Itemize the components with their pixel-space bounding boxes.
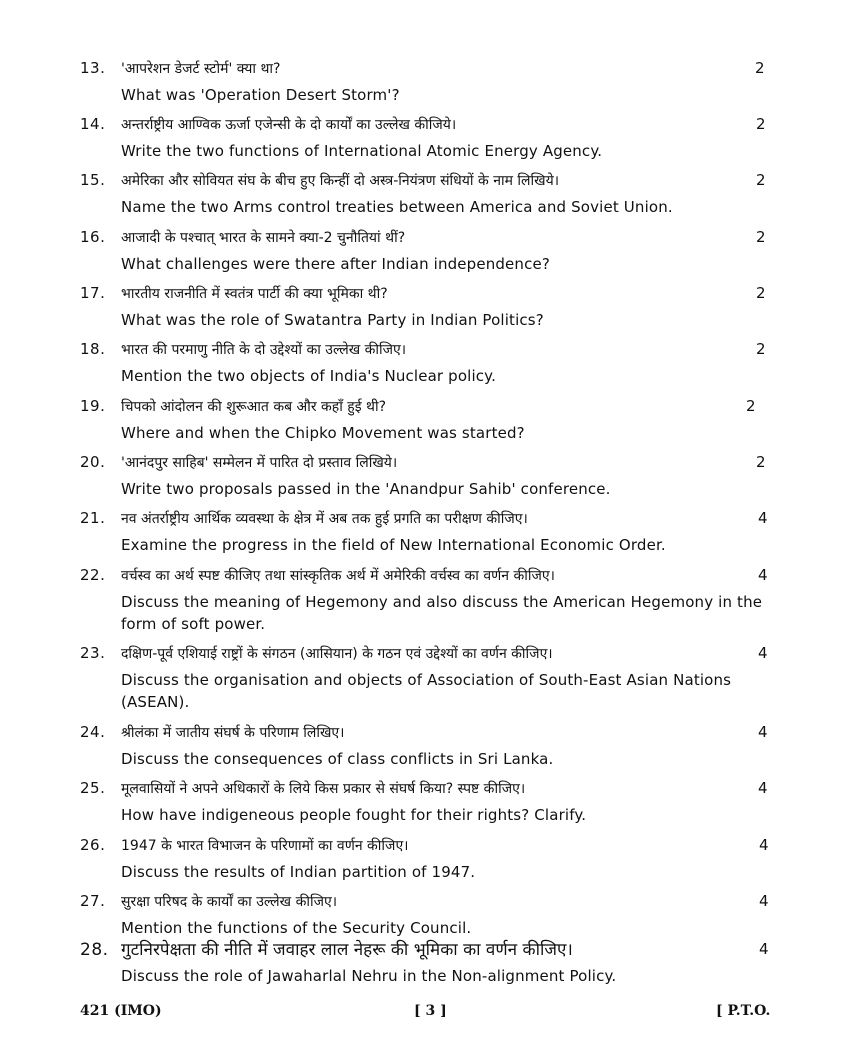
paper-code: 421 (IMO): [80, 1003, 162, 1019]
question-marks: 4: [758, 644, 768, 662]
question-number: 15.: [80, 171, 106, 189]
question-marks: 2: [756, 340, 766, 358]
question-text-english: Discuss the organisation and objects of Association of South-East Asian Nations (ASEAN).: [121, 671, 732, 711]
question-text-hindi: आजादी के पश्चात् भारत के सामने क्या-2 चुनौतियां थीं?: [121, 230, 406, 246]
question-marks: 4: [758, 509, 768, 527]
question-text-hindi: भारत की परमाणु नीति के दो उद्देश्यों का उल्लेख कीजिए।: [121, 342, 407, 358]
question-text-english: Write two proposals passed in the 'Anandpur Sahib' conference.: [121, 480, 611, 498]
question-number: 23.: [80, 644, 106, 662]
question-text-english: Discuss the meaning of Hegemony and also discuss the American Hegemony in the form of soft power.: [121, 593, 763, 633]
question-marks: 2: [746, 397, 756, 415]
question-marks: 4: [758, 566, 768, 584]
question-text-hindi: गुटनिरपेक्षता की नीति में जवाहर लाल नेहरू की भूमिका का वर्णन कीजिए।: [121, 940, 573, 960]
question-text-hindi: नव अंतर्राष्ट्रीय आर्थिक व्यवस्था के क्षेत्र में अब तक हुई प्रगति का परीक्षण कीजिए।: [121, 511, 528, 527]
question-number: 28.: [80, 940, 109, 960]
question-text-hindi: मूलवासियों ने अपने अधिकारों के लिये किस प्रकार से संघर्ष किया? स्पष्ट कीजिए।: [121, 781, 526, 797]
question-text-hindi: 1947 के भारत विभाजन के परिणामों का वर्णन कीजिए।: [121, 838, 409, 854]
question-text-hindi: अमेरिका और सोवियत संघ के बीच हुए किन्हीं दो अस्त्र-नियंत्रण संधियों के नाम लिखिये।: [121, 173, 560, 189]
question-text-english: Discuss the results of Indian partition of 1947.: [121, 863, 476, 881]
question-text-english: What was 'Operation Desert Storm'?: [121, 86, 400, 104]
question-text-hindi: वर्चस्व का अर्थ स्पष्ट कीजिए तथा सांस्कृतिक अर्थ में अमेरिकी वर्चस्व का वर्णन कीजिए।: [121, 568, 555, 584]
question-text-english: Discuss the consequences of class conflicts in Sri Lanka.: [121, 750, 554, 768]
page-number: [ 3 ]: [414, 1003, 447, 1019]
question-text-english: Where and when the Chipko Movement was started?: [121, 424, 525, 442]
question-marks: 4: [759, 836, 769, 854]
question-text-english: How have indigeneous people fought for their rights? Clarify.: [121, 806, 587, 824]
question-number: 14.: [80, 115, 106, 133]
question-text-hindi: सुरक्षा परिषद के कार्यों का उल्लेख कीजिए।: [121, 894, 338, 910]
question-text-hindi: अन्तर्राष्ट्रीय आण्विक ऊर्जा एजेन्सी के दो कार्यों का उल्लेख कीजिये।: [121, 117, 457, 133]
question-number: 17.: [80, 284, 106, 302]
question-number: 21.: [80, 509, 106, 527]
question-marks: 4: [759, 940, 769, 958]
question-text-english: Examine the progress in the field of New International Economic Order.: [121, 536, 666, 554]
question-text-english: What challenges were there after Indian independence?: [121, 255, 550, 273]
question-number: 27.: [80, 892, 106, 910]
question-text-english: Discuss the role of Jawaharlal Nehru in the Non-alignment Policy.: [121, 967, 617, 985]
question-marks: 2: [756, 453, 766, 471]
question-text-english: Mention the functions of the Security Council.: [121, 919, 472, 937]
question-marks: 4: [759, 892, 769, 910]
question-marks: 4: [758, 779, 768, 797]
question-text-hindi: भारतीय राजनीति में स्वतंत्र पार्टी की क्या भूमिका थी?: [121, 286, 388, 302]
question-text-hindi: 'आनंदपुर साहिब' सम्मेलन में पारित दो प्रस्ताव लिखिये।: [121, 455, 398, 471]
question-text-english: Write the two functions of International Atomic Energy Agency.: [121, 142, 603, 160]
question-text-english: What was the role of Swatantra Party in Indian Politics?: [121, 311, 544, 329]
question-text-hindi: 'आपरेशन डेजर्ट स्टोर्म' क्या था?: [121, 61, 281, 77]
question-text-hindi: चिपको आंदोलन की शुरूआत कब और कहाँ हुई थी?: [121, 399, 387, 415]
question-marks: 4: [758, 723, 768, 741]
question-text-hindi: श्रीलंका में जातीय संघर्ष के परिणाम लिखिए।: [121, 725, 345, 741]
question-number: 16.: [80, 228, 106, 246]
question-number: 19.: [80, 397, 106, 415]
question-number: 26.: [80, 836, 106, 854]
question-text-english: Name the two Arms control treaties between America and Soviet Union.: [121, 198, 673, 216]
question-marks: 2: [756, 115, 766, 133]
question-marks: 2: [756, 171, 766, 189]
question-number: 22.: [80, 566, 106, 584]
question-text-hindi: दक्षिण-पूर्व एशियाई राष्ट्रों के संगठन (आसियान) के गठन एवं उद्देश्यों का वर्णन कीजिए।: [121, 646, 553, 662]
question-text-english: Mention the two objects of India's Nuclear policy.: [121, 367, 496, 385]
question-marks: 2: [756, 284, 766, 302]
question-number: 25.: [80, 779, 106, 797]
question-marks: 2: [755, 59, 765, 77]
please-turn-over: [ P.T.O.: [716, 1003, 771, 1019]
question-number: 18.: [80, 340, 106, 358]
question-number: 20.: [80, 453, 106, 471]
question-number: 13.: [80, 59, 106, 77]
question-marks: 2: [756, 228, 766, 246]
question-number: 24.: [80, 723, 106, 741]
